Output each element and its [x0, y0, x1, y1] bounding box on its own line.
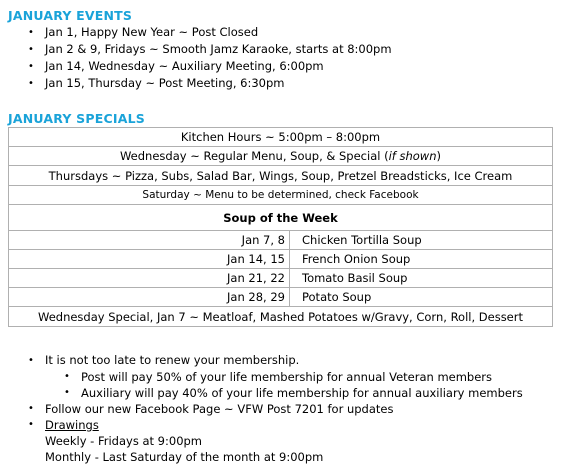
- table-row: [9, 166, 553, 186]
- saturday-menu: Saturday ~ Menu to be determined, check Facebook: [9, 186, 553, 205]
- events-heading: JANUARY EVENTS: [8, 8, 133, 23]
- event-text: Jan 14, Wednesday ~ Auxiliary Meeting, 6:00pm: [45, 59, 324, 73]
- bullet-icon: •: [28, 403, 34, 414]
- table-row: [9, 147, 553, 166]
- auxiliary-note: Auxiliary will pay 40% of your life membership for annual auxiliary members: [81, 386, 523, 400]
- event-text: Jan 15, Thursday ~ Post Meeting, 6:30pm: [45, 76, 285, 90]
- renew-note: It is not too late to renew your membership.: [45, 353, 300, 367]
- bullet-icon: •: [28, 355, 34, 366]
- list-item: [0, 352, 562, 369]
- notes-section: [0, 352, 562, 465]
- soup-date: Jan 21, 22: [9, 269, 290, 288]
- drawings-weekly: Weekly - Fridays at 9:00pm: [45, 434, 203, 448]
- table-row: [9, 250, 553, 269]
- list-item: [0, 385, 562, 401]
- specials-table: [8, 127, 553, 327]
- soup-heading: Soup of the Week: [9, 205, 553, 231]
- bullet-icon: •: [28, 27, 34, 38]
- kitchen-hours: Kitchen Hours ~ 5:00pm – 8:00pm: [9, 128, 553, 147]
- bullet-icon: •: [28, 44, 34, 55]
- table-row: [9, 307, 553, 327]
- soup-name: Tomato Basil Soup: [290, 269, 553, 288]
- table-row: [9, 231, 553, 250]
- table-row: [9, 186, 553, 205]
- soup-name: French Onion Soup: [290, 250, 553, 269]
- drawings-label: Drawings: [45, 418, 99, 432]
- list-item: [0, 369, 562, 385]
- specials-heading: JANUARY SPECIALS: [8, 111, 145, 126]
- wednesday-special: Wednesday Special, Jan 7 ~ Meatloaf, Mashed Potatoes w/Gravy, Corn, Roll, Dessert: [9, 307, 553, 327]
- soup-date: Jan 28, 29: [9, 288, 290, 307]
- wednesday-menu: [9, 147, 553, 166]
- list-item: [0, 417, 562, 433]
- table-row: [9, 288, 553, 307]
- bullet-icon: •: [64, 387, 70, 398]
- soup-date: Jan 14, 15: [9, 250, 290, 269]
- drawings-monthly-row: [0, 449, 562, 465]
- thursdays-menu: Thursdays ~ Pizza, Subs, Salad Bar, Wings, Soup, Pretzel Breadsticks, Ice Cream: [9, 166, 553, 186]
- bullet-icon: •: [28, 78, 34, 89]
- list-item: [0, 401, 562, 417]
- event-text: Jan 2 & 9, Fridays ~ Smooth Jamz Karaoke, starts at 8:00pm: [45, 42, 392, 56]
- soup-name: Potato Soup: [290, 288, 553, 307]
- veteran-note: Post will pay 50% of your life membership for annual Veteran members: [81, 370, 493, 384]
- bullet-icon: •: [28, 419, 34, 430]
- drawings-weekly-row: [0, 433, 562, 449]
- facebook-note: Follow our new Facebook Page ~ VFW Post 7201 for updates: [45, 402, 394, 416]
- wednesday-suffix: ): [436, 149, 442, 163]
- table-row: [9, 205, 553, 231]
- soup-name: Chicken Tortilla Soup: [290, 231, 553, 250]
- table-row: [9, 128, 553, 147]
- table-row: [9, 269, 553, 288]
- bullet-icon: •: [28, 61, 34, 72]
- soup-date: Jan 7, 8: [9, 231, 290, 250]
- bullet-icon: •: [64, 371, 70, 382]
- drawings-monthly: Monthly - Last Saturday of the month at 9:00pm: [45, 450, 324, 464]
- wednesday-italic: if shown: [388, 149, 437, 163]
- wednesday-prefix: Wednesday ~ Regular Menu, Soup, & Special (: [119, 149, 389, 163]
- event-text: Jan 1, Happy New Year ~ Post Closed: [45, 25, 259, 39]
